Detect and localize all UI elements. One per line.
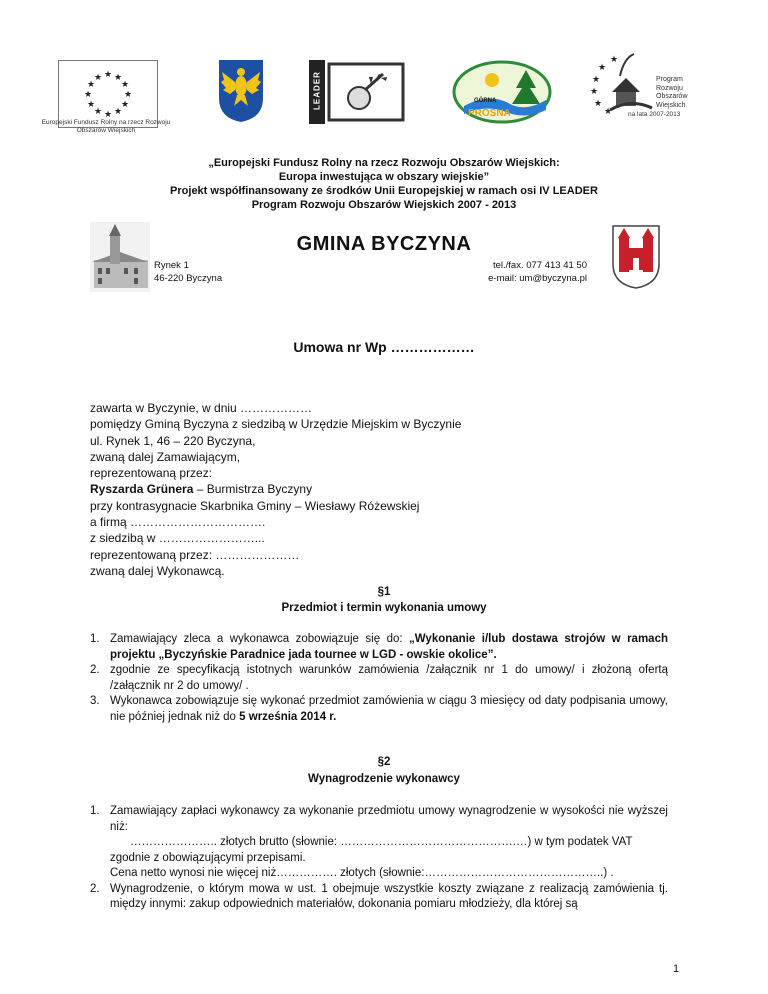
- svg-text:★: ★: [123, 90, 133, 100]
- section-2-item-2: [90, 882, 668, 913]
- svg-text:★: ★: [592, 75, 601, 85]
- section-1-item-2: [90, 663, 668, 694]
- svg-text:★: ★: [93, 73, 103, 83]
- intro-line-3: ul. Rynek 1, 46 – 220 Byczyna,: [90, 433, 256, 448]
- prow-line-3: Obszarów: [656, 93, 688, 100]
- intro-line-11: zwaną dalej Wykonawcą.: [90, 563, 225, 578]
- section-2-symbol: §2: [377, 756, 391, 768]
- item-net-price-line: Cena netto wynosi nie więcej niż……………. złotych (słownie:………………………………………..) .: [110, 867, 614, 879]
- eu-stars-icon: [59, 61, 157, 127]
- svg-text:★: ★: [83, 90, 93, 100]
- contract-title: Umowa nr Wp ………………: [293, 339, 475, 355]
- prow-line-2: Rozwoju: [656, 84, 683, 92]
- gorna-prosna-logo: [450, 58, 554, 126]
- item-text: zgodnie ze specyfikacją istotnych warunków zamówienia /załącznik nr 1 do umowy/ i złożoną ofertą /załącznik nr 2 do umowy/ .: [110, 664, 668, 692]
- prow-line-4: Wiejskich: [656, 101, 686, 109]
- item-text: Zamawiający zapłaci wykonawcy za wykonanie przedmiotu umowy wynagrodzenie w wysokości nie wyższej niż:: [110, 805, 668, 833]
- leader-emblem-icon: [325, 60, 407, 124]
- leader-logo: [309, 60, 407, 124]
- intro-line-1: zawarta w Byczynie, w dniu ………………: [90, 401, 313, 415]
- item-bold-text: „Wykonanie i/lub dostawa strojów w ramach projektu „Byczyńskie Paradnice jada tournee w LGD - owskie okolice”.: [110, 633, 668, 661]
- svg-text:★: ★: [86, 80, 96, 90]
- svg-text:★: ★: [590, 87, 599, 97]
- section-1-list: [90, 632, 668, 725]
- svg-text:★: ★: [103, 70, 113, 80]
- svg-text:★: ★: [594, 99, 603, 109]
- prosna-text: PROSNA: [468, 108, 511, 119]
- svg-text:★: ★: [120, 80, 130, 90]
- svg-text:★: ★: [113, 73, 123, 83]
- section-2-item-1: [90, 804, 668, 882]
- intro-line-6: [90, 481, 690, 497]
- section-1-symbol: §1: [377, 586, 391, 598]
- svg-text:★: ★: [120, 100, 130, 110]
- gmina-phone: tel./fax. 077 413 41 50: [492, 260, 587, 271]
- gorna-text: GÓRNA: [474, 98, 497, 104]
- section-2-list: [90, 804, 668, 913]
- intro-line-8: a firmą …………………………….: [90, 515, 266, 530]
- gmina-title: GMINA BYCZYNA: [296, 233, 472, 255]
- intro-line-5: reprezentowaną przez:: [90, 466, 213, 481]
- representative-name: Ryszarda Grünera: [90, 482, 194, 497]
- page-number: 1: [673, 963, 680, 975]
- svg-text:★: ★: [86, 100, 96, 110]
- prow-text-block: [656, 76, 688, 110]
- item-text: Wynagrodzenie, o którym mowa w ust. 1 obejmuje wszystkie koszty związane z realizacją zamówienia tj. między innymi: zakup odpowiednich materiałów, dokonania pomiaru młodzieży, dla której są: [110, 882, 668, 910]
- header-line-1: „Europejski Fundusz Rolny na rzecz Rozwoju Obszarów Wiejskich:: [208, 157, 560, 169]
- contract-intro: [90, 400, 690, 579]
- item-text: Wykonawca zobowiązuje się wykonać przedmiot zamówienia w ciągu 3 miesięcy od daty podpisania umowy, nie później jednak niż do: [110, 695, 668, 723]
- prow-emblem-icon: [590, 52, 654, 118]
- intro-line-7: przy kontrasygnacie Skarbnika Gminy – Wiesławy Różewskiej: [90, 498, 420, 513]
- section-1-item-1: [90, 632, 668, 663]
- header-line-2: Europa inwestująca w obszary wiejskie”: [278, 171, 490, 183]
- item-amount-line: ………………….. złotych brutto (słownie: ……………………………………….…) w tym podatek VAT: [130, 836, 633, 848]
- gmina-address-2: 46-220 Byczyna: [154, 273, 223, 284]
- svg-text:★: ★: [113, 107, 123, 117]
- prow-years: na lata 2007-2013: [628, 111, 681, 118]
- byczyna-coat-of-arms-icon: [611, 224, 661, 290]
- item-number: 2.: [90, 664, 100, 676]
- item-bold-text: 5 września 2014 r.: [239, 710, 337, 723]
- intro-line-10: reprezentowaną przez: …………………: [90, 547, 300, 562]
- prow-line-1: Program: [656, 76, 683, 83]
- representative-role: – Burmistrza Byczyny: [193, 482, 313, 497]
- svg-text:★: ★: [103, 110, 113, 120]
- item-number: 2.: [90, 882, 100, 895]
- svg-text:★: ★: [604, 107, 613, 117]
- item-number: 1.: [90, 805, 100, 817]
- intro-line-9: z siedzibą w ……………………...: [90, 531, 265, 546]
- item-vat-line: zgodnie z obowiązującymi przepisami.: [110, 851, 306, 864]
- item-number: 3.: [90, 695, 100, 707]
- leader-text: LEADER: [312, 71, 322, 110]
- intro-line-4: zwaną dalej Zamawiającym,: [90, 449, 241, 464]
- eu-flag-logo: [58, 60, 158, 128]
- eu-caption: Europejski Fundusz Rolny na rzecz Rozwoju Obszarów Wiejskich: [41, 119, 171, 134]
- header-line-3: Projekt współfinansowany ze środków Unii Europejskiej w ramach osi IV LEADER: [170, 185, 598, 197]
- section-1-item-3: [90, 694, 668, 725]
- gmina-address-1: Rynek 1: [154, 260, 189, 271]
- opolskie-eagle-crest-icon: [216, 58, 266, 124]
- item-text: Zamawiający zleca a wykonawca zobowiązuje się do:: [110, 633, 410, 645]
- svg-text:★: ★: [598, 63, 607, 73]
- svg-text:★: ★: [93, 107, 103, 117]
- svg-text:★: ★: [610, 55, 619, 65]
- gmina-email: e-mail: um@byczyna.pl: [488, 273, 587, 284]
- section-2-title: Wynagrodzenie wykonawcy: [308, 773, 460, 785]
- header-line-4: Program Rozwoju Obszarów Wiejskich 2007 - 2013: [251, 199, 517, 211]
- item-number: 1.: [90, 633, 100, 645]
- section-1-title: Przedmiot i termin wykonania umowy: [281, 602, 487, 614]
- intro-line-2: pomiędzy Gminą Byczyna z siedzibą w Urzędzie Miejskim w Byczynie: [90, 417, 462, 432]
